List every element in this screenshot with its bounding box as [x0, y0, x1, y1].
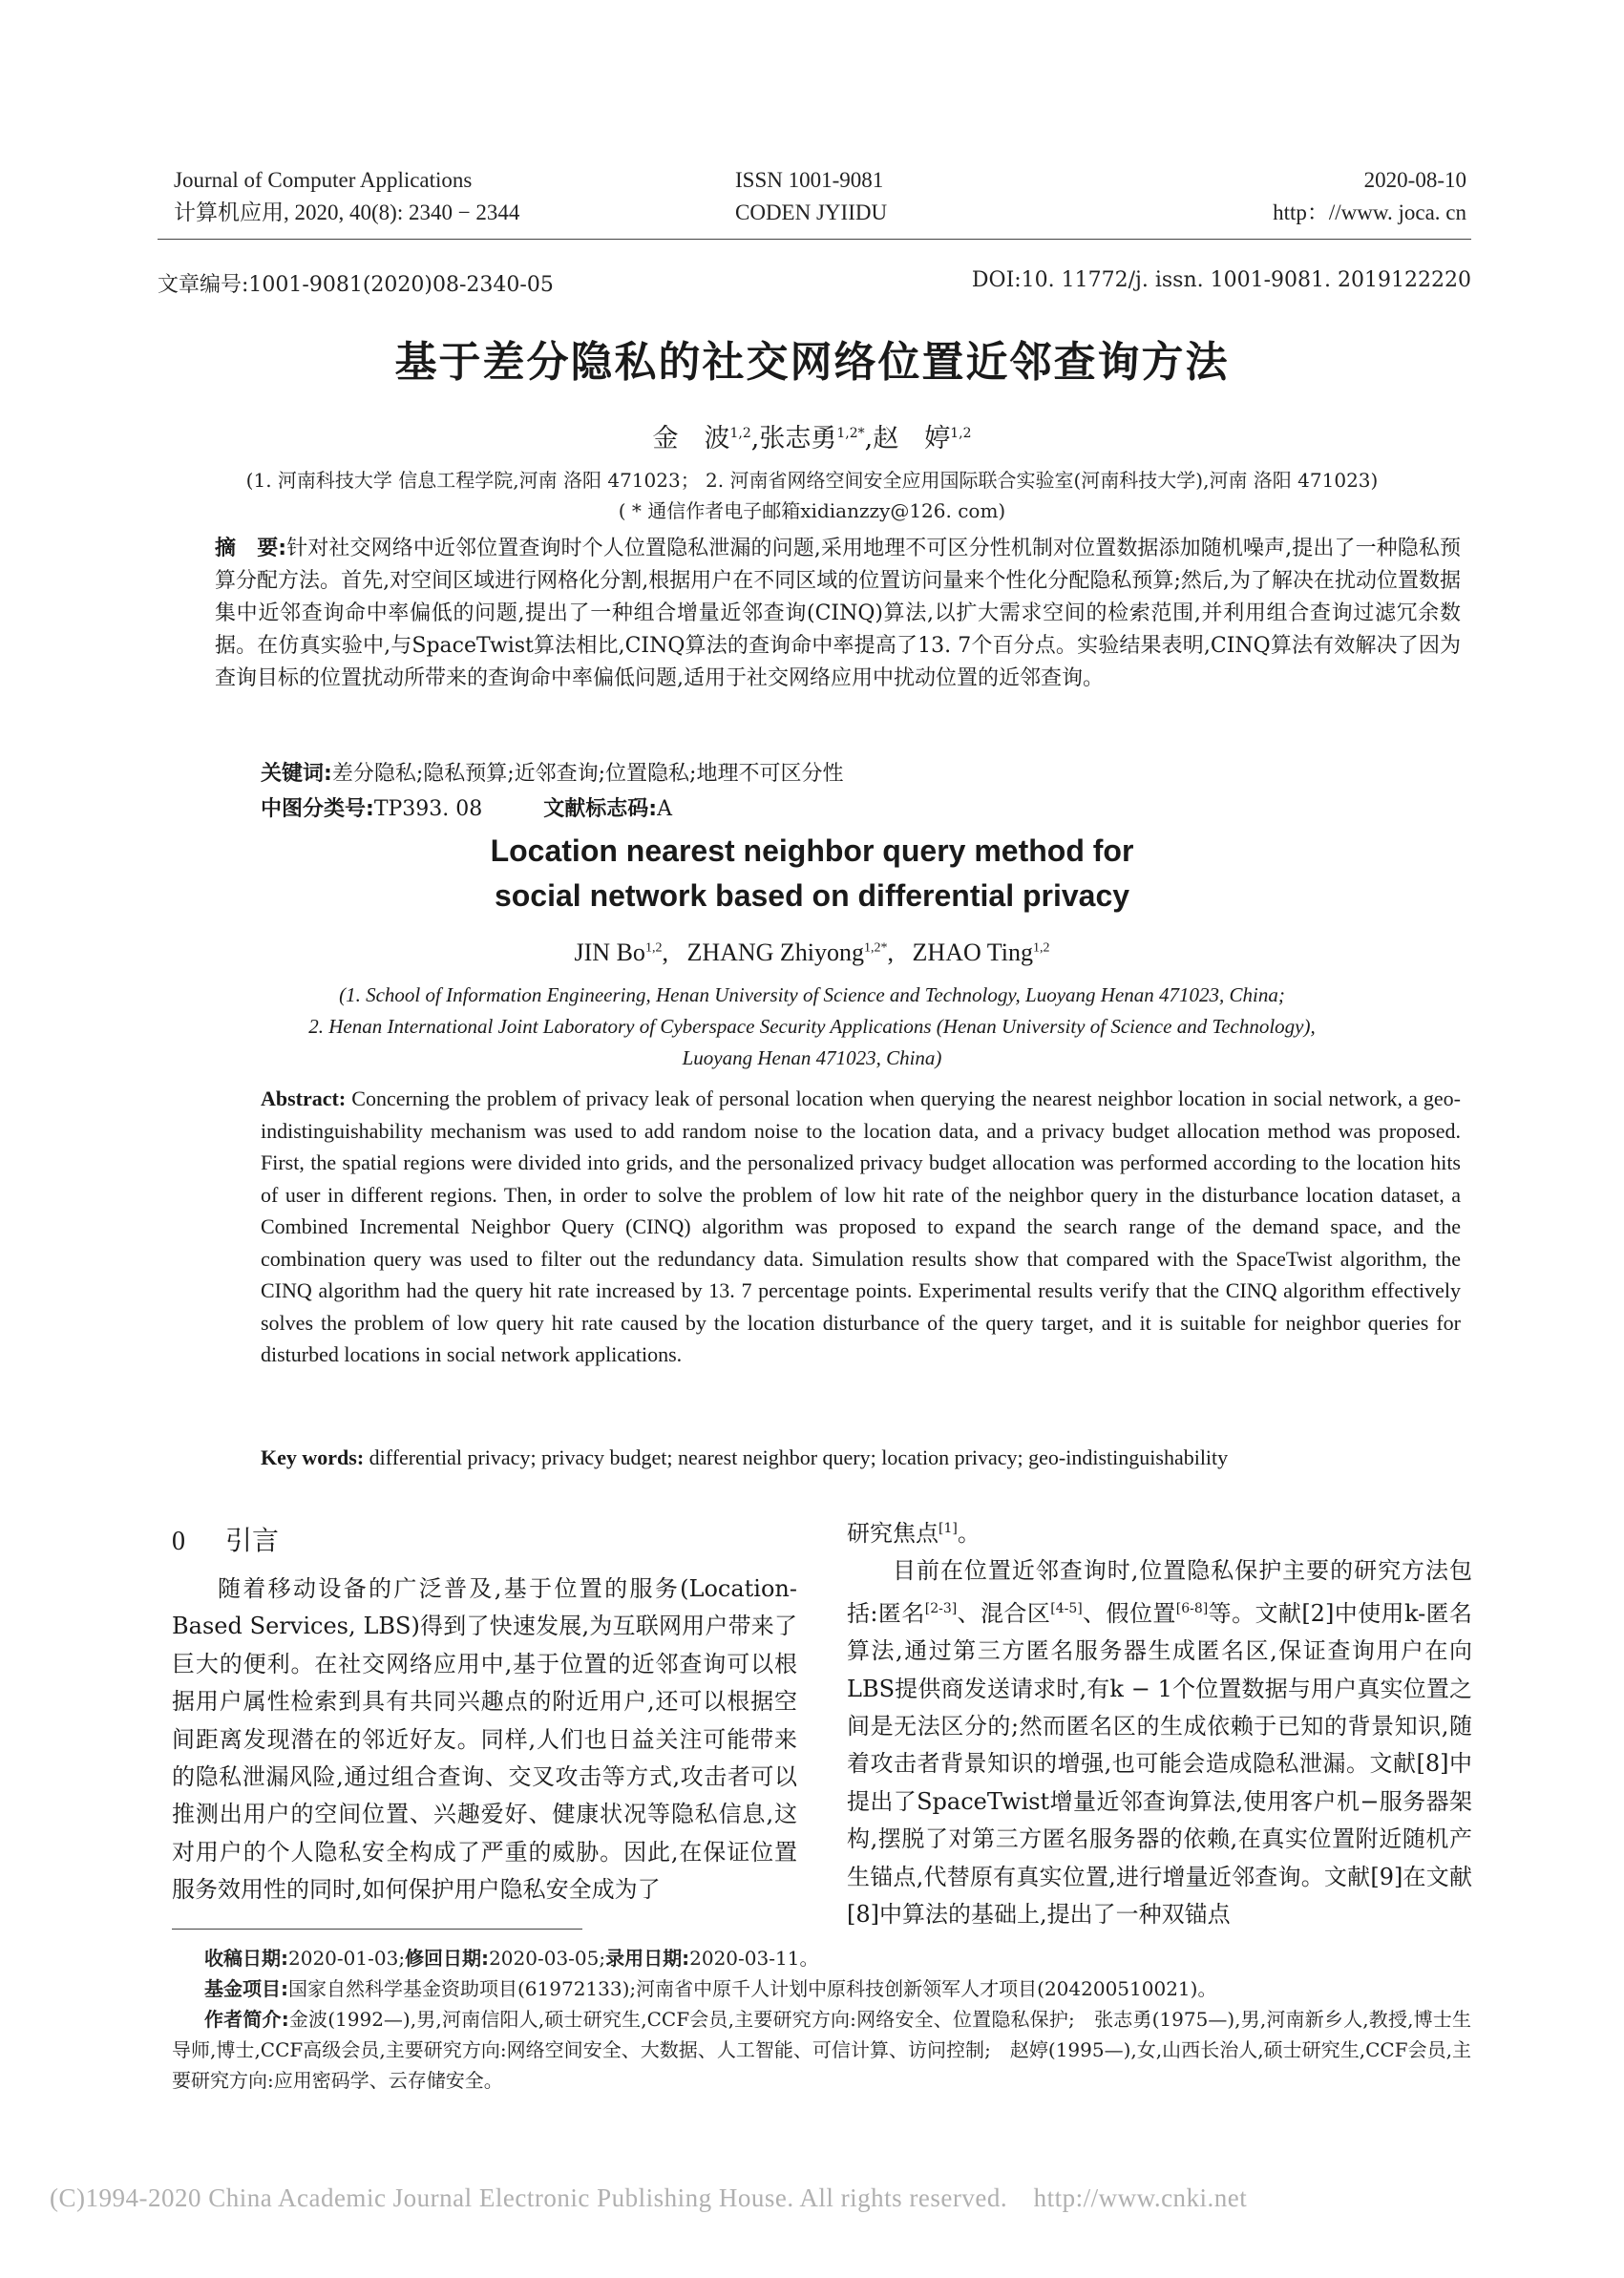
keywords-cn-text: 差分隐私;隐私预算;近邻查询;位置隐私;地理不可区分性 — [331, 762, 844, 786]
author-en-aff: 1,2 — [644, 940, 663, 956]
authors-en: JIN Bo$^{1,2}$, ZHANG Zhiyong$^{1,2*}$, ZHAO Ting$^{1,2}$ — [574, 939, 1050, 966]
header-date: 2020-08-10 — [1363, 168, 1466, 192]
author-cn-name: 张志勇 — [759, 424, 837, 453]
body-paragraph — [847, 1552, 1472, 1933]
funding-text: 国家自然科学基金资助项目(61972133);河南省中原千人计划中原科技创新领军人才项目(204200510021)。 — [288, 1977, 1217, 2000]
header-journal-cn: 计算机应用, 2020, 40(8): 2340 − 2344 — [174, 200, 520, 224]
corresponding-cn: ( * 通信作者电子邮箱xidianzzy@126. com) — [618, 499, 1006, 522]
bio-label: 作者简介: — [204, 2008, 289, 2031]
author-cn-aff: 1,2 — [729, 426, 751, 441]
body-text: 目前在位置近邻查询时,位置隐私保护主要的研究方法包括:匿名 — [847, 1557, 1472, 1627]
header-journal-block — [174, 164, 519, 229]
footnote-dates — [172, 1943, 1471, 1973]
header-date-block — [1273, 164, 1466, 229]
header-issn: ISSN 1001-9081 — [735, 168, 884, 192]
body-text: 。 — [957, 1520, 981, 1547]
clc-value: TP393. 08 — [373, 797, 483, 821]
received-label: 收稿日期: — [204, 1947, 288, 1970]
keywords-cn — [261, 757, 843, 787]
citation-ref: [1] — [939, 1521, 958, 1536]
funding-label: 基金项目: — [204, 1977, 288, 2000]
header-rule — [158, 239, 1471, 240]
abstract-cn — [215, 533, 1461, 695]
body-column-right — [847, 1510, 1472, 1933]
keywords-en-text: differential privacy; privacy budget; nearest neighbor query; location privacy; geo-indistinguishability — [369, 1445, 1229, 1469]
header-journal-en: Journal of Computer Applications — [174, 168, 473, 192]
abstract-en-label: Abstract: — [261, 1086, 347, 1110]
accepted-label: 录用日期: — [605, 1947, 690, 1970]
footnote-rule — [172, 1929, 582, 1930]
title-cn: 基于差分隐私的社交网络位置近邻查询方法 — [394, 338, 1230, 387]
footnote-bio — [172, 2004, 1471, 2096]
citation-ref: [6-8] — [1175, 1600, 1209, 1616]
copyright-notice: (C)1994-2020 China Academic Journal Electronic Publishing House. All rights reserved. http://www.cnki.net — [50, 2183, 1248, 2212]
keywords-en — [261, 1445, 1228, 1470]
affiliation-en-line-3: Luoyang Henan 471023, China) — [682, 1046, 942, 1069]
doc-code-value: A — [657, 797, 672, 821]
author-en-aff: 1,2 — [1032, 940, 1050, 956]
title-en-line-2: social network based on differential privacy — [494, 878, 1130, 913]
received-date: 2020-01-03; — [288, 1947, 406, 1970]
body-paragraph-continued — [847, 1510, 1472, 1552]
affiliation-en-line-1: (1. School of Information Engineering, Henan University of Science and Technology, Luoyang Henan 471023, China; — [339, 983, 1285, 1006]
citation-ref: [4-5] — [1050, 1600, 1083, 1616]
header-url: http：//www. joca. cn — [1273, 200, 1466, 224]
section-title: 引言 — [225, 1525, 280, 1556]
body-text: 、混合区 — [957, 1599, 1051, 1627]
header-issn-block — [735, 164, 887, 229]
affiliation-cn: (1. 河南科技大学 信息工程学院,河南 洛阳 471023； 2. 河南省网络空间安全应用国际联合实验室(河南科技大学),河南 洛阳 471023) — [245, 469, 1379, 492]
header-coden: CODEN JYIIDU — [735, 200, 888, 224]
abstract-cn-label: 摘 要: — [215, 537, 287, 560]
section-number: 0 — [172, 1527, 185, 1556]
affiliation-en-line-2: 2. Henan International Joint Laboratory of Cyberspace Security Applications (Henan University of Science and Technology), — [308, 1015, 1316, 1038]
footnote-funding — [172, 1973, 1471, 2004]
author-en-aff: 1,2* — [864, 940, 888, 956]
clc-label: 中图分类号: — [261, 797, 374, 821]
abstract-cn-text: 针对社交网络中近邻位置查询时个人位置隐私泄漏的问题,采用地理不可区分性机制对位置数据添加随机噪声,提出了一种隐私预算分配方法。首先,对空间区域进行网格化分割,根据用户在不同区域的位置访问量来个性化分配隐私预算;然后,为了解决在扰动位置数据集中近邻查询命中率偏低的问题,提出了一种组合增量近邻查询(CINQ)算法,以扩大需求空间的检索范围,并利用组合查询过滤冗余数据。在仿真实验中,与SpaceTwist算法相比,CINQ算法的查询命中率提高了13. 7个百分点。实验结果表明,CINQ算法有效解决了因为查询目标的位置扰动所带来的查询命中率偏低问题,适用于社交网络应用中扰动位置的近邻查询。 — [215, 537, 1461, 690]
doc-code-label: 文献标志码: — [543, 797, 658, 821]
footnotes — [172, 1943, 1471, 2096]
keywords-cn-label: 关键词: — [261, 762, 332, 786]
body-text: 研究焦点 — [847, 1520, 939, 1547]
title-en-line-1: Location nearest neighbor query method for — [490, 833, 1134, 868]
revised-date: 2020-03-05; — [489, 1947, 606, 1970]
body-text: 等。文献[2]中使用k-匿名算法,通过第三方匿名服务器生成匿名区,保证查询用户在向LBS提供商发送请求时,有k − 1个位置数据与用户真实位置之间是无法区分的;然而匿名区的生成依赖于已知的背景知识,随着攻击者背景知识的增强,也可能会造成隐私泄漏。文献[8]中提出了SpaceTwist增量近邻查询算法,使用客户机−服务器架构,摆脱了对第三方匿名服务器的依赖,在真实位置附近随机产生锚点,代替原有真实位置,进行增量近邻查询。文献[9]在文献[8]中算法的基础上,提出了一种双锚点 — [847, 1599, 1473, 1929]
body-text: 、假位置 — [1082, 1599, 1176, 1627]
authors-cn: 金 波$^{1,2}$,张志勇$^{1,2*}$,赵 婷$^{1,2}$ — [652, 424, 972, 453]
accepted-date: 2020-03-11。 — [689, 1947, 819, 1970]
body-paragraph: 随着移动设备的广泛普及,基于位置的服务(Location-Based Services, LBS)得到了快速发展,为互联网用户带来了巨大的便利。在社交网络应用中,基于位置的近邻查询可以根据用户属性检索到具有共同兴趣点的附近用户,还可以根据空间距离发现潜在的邻近好友。同样,人们也日益关注可能带来的隐私泄漏风险,通过组合查询、交叉攻击等方式,攻击者可以推测出用户的空间位置、兴趣爱好、健康状况等隐私信息,这对用户的个人隐私安全构成了严重的威胁。因此,在保证位置服务效用性的同时,如何保护用户隐私安全成为了 — [172, 1575, 797, 1904]
abstract-en-text: Concerning the problem of privacy leak of personal location when querying the nearest neighbor location in social network, a geo-indistinguishability mechanism was used to add random noise to the location data, and a privacy budget allocation method was proposed. First, the spatial regions were divided into grids, and the personalized privacy budget allocation was performed according to the location hits of user in different regions. Then, in order to solve the problem of low hit rate of the neighbor query in the disturbance location dataset, a Combined Incremental Neighbor Query (CINQ) algorithm was proposed to expand the search range of the demand space, and the combination query was used to filter out the redundancy data. Simulation results show that compared with the SpaceTwist algorithm, the CINQ algorithm had the query hit rate increased by 13. 7 percentage points. Experimental results verify that the CINQ algorithm effectively solves the problem of low query hit rate caused by the location disturbance of the query target, and it is suitable for neighbor queries for disturbed locations in social network applications. — [261, 1086, 1462, 1366]
article-number: 文章编号:1001-9081(2020)08-2340-05 — [158, 273, 554, 297]
classification-line — [261, 792, 672, 822]
body-column-left — [172, 1571, 797, 1909]
abstract-en — [261, 1083, 1461, 1371]
author-cn-name: 金 波 — [652, 424, 730, 453]
author-cn-aff: 1,2* — [836, 426, 865, 441]
section-heading — [172, 1520, 279, 1558]
keywords-en-label: Key words: — [261, 1445, 365, 1469]
author-cn-name: 赵 婷 — [873, 424, 951, 453]
author-en-name: ZHANG Zhiyong — [686, 939, 865, 966]
author-en-name: ZHAO Ting — [912, 939, 1033, 966]
doi: DOI:10. 11772/j. issn. 1001-9081. 2019122220 — [971, 268, 1471, 292]
author-cn-aff: 1,2 — [950, 426, 972, 441]
citation-ref: [2-3] — [924, 1600, 958, 1616]
bio-text: 金波(1992—),男,河南信阳人,硕士研究生,CCF会员,主要研究方向:网络安全、位置隐私保护; 张志勇(1975—),男,河南新乡人,教授,博士生导师,博士,CCF高级会员,主要研究方向:网络空间安全、大数据、人工智能、可信计算、访问控制; 赵婷(1995—),女,山西长治人,硕士研究生,CCF会员,主要研究方向:应用密码学、云存储安全。 — [172, 2008, 1472, 2092]
revised-label: 修回日期: — [405, 1947, 490, 1970]
author-en-name: JIN Bo — [574, 939, 645, 966]
